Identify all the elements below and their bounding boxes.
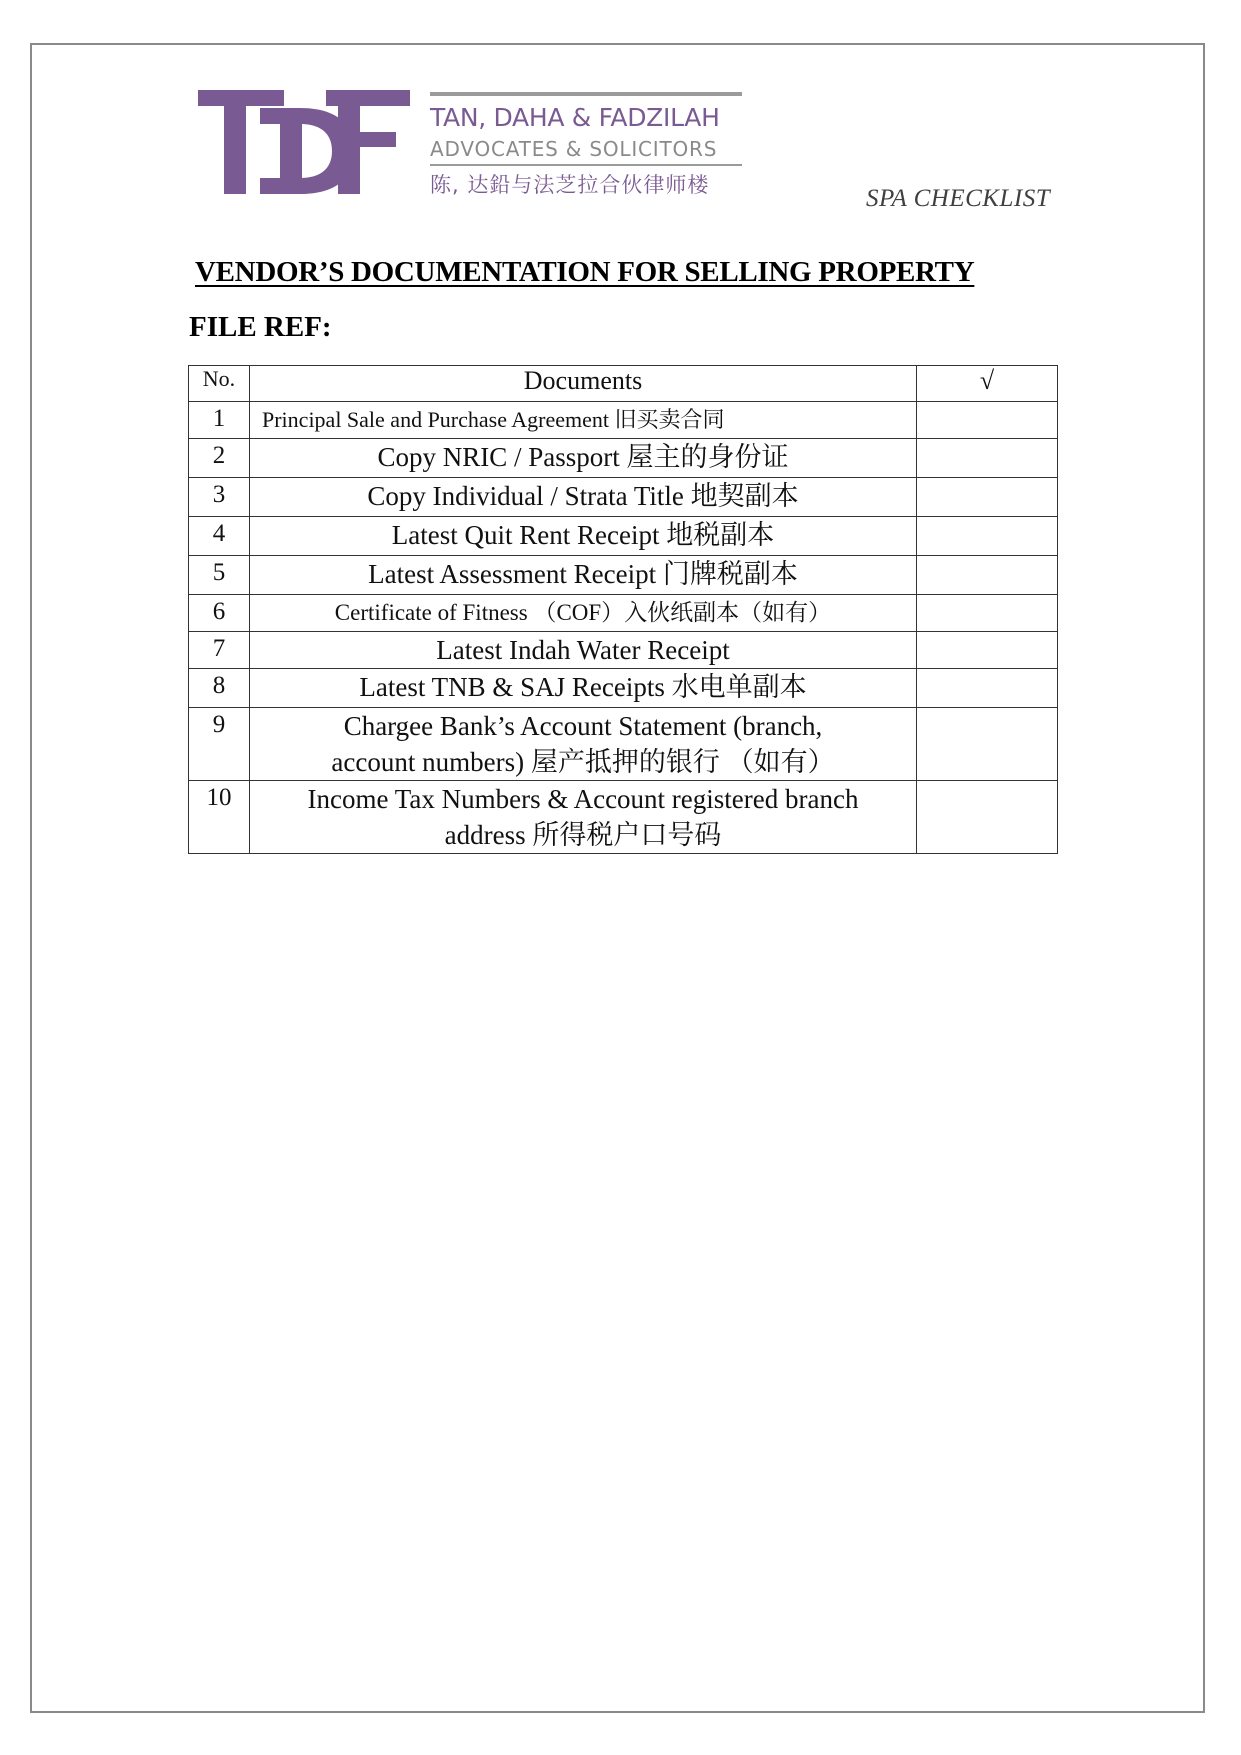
row-number: 10 [189, 781, 250, 854]
row-document: Latest Indah Water Receipt [250, 632, 917, 669]
row-document: Principal Sale and Purchase Agreement 旧买卖合同 [250, 402, 917, 439]
table-row [189, 478, 1058, 517]
table-row [189, 669, 1058, 708]
row-number: 2 [189, 439, 250, 478]
header-check: √ [917, 366, 1058, 402]
row-number: 7 [189, 632, 250, 669]
file-ref-label: FILE REF: [189, 311, 332, 343]
row-document-line: account numbers) 屋产抵押的银行 （如有） [331, 747, 835, 777]
row-document [250, 781, 917, 854]
row-number: 9 [189, 708, 250, 781]
table-header-row [189, 366, 1058, 402]
row-check-cell[interactable] [917, 517, 1058, 556]
table-row [189, 708, 1058, 781]
header-no: No. [189, 366, 250, 402]
table-row [189, 556, 1058, 595]
page-border [30, 43, 1205, 1713]
row-number: 4 [189, 517, 250, 556]
row-number: 5 [189, 556, 250, 595]
checklist-table [188, 365, 1058, 854]
firm-name-chinese: 陈, 达鉛与法芝拉合伙律师楼 [430, 173, 710, 197]
table-row [189, 781, 1058, 854]
row-document-line: Chargee Bank’s Account Statement (branch, [343, 711, 823, 741]
row-check-cell[interactable] [917, 595, 1058, 632]
row-check-cell[interactable] [917, 478, 1058, 517]
row-check-cell[interactable] [917, 669, 1058, 708]
row-document [250, 708, 917, 781]
table-row [189, 439, 1058, 478]
row-number: 1 [189, 402, 250, 439]
row-number: 6 [189, 595, 250, 632]
row-check-cell[interactable] [917, 556, 1058, 595]
letterhead-rule [430, 92, 742, 96]
row-check-cell[interactable] [917, 402, 1058, 439]
row-document: Latest TNB & SAJ Receipts 水电单副本 [250, 669, 917, 708]
header-documents: Documents [250, 366, 917, 402]
row-document: Latest Assessment Receipt 门牌税副本 [250, 556, 917, 595]
tdf-logo-mark [198, 90, 410, 194]
row-check-cell[interactable] [917, 781, 1058, 854]
row-number: 3 [189, 478, 250, 517]
row-document: Copy Individual / Strata Title 地契副本 [250, 478, 917, 517]
row-check-cell[interactable] [917, 632, 1058, 669]
firm-name: TAN, DAHA & FADZILAH [430, 103, 720, 132]
row-document-line: Income Tax Numbers & Account registered branch [307, 784, 859, 814]
row-check-cell[interactable] [917, 708, 1058, 781]
firm-letterhead [430, 92, 742, 198]
row-document: Copy NRIC / Passport 屋主的身份证 [250, 439, 917, 478]
row-document: Latest Quit Rent Receipt 地税副本 [250, 517, 917, 556]
row-document-line: address 所得税户口号码 [444, 820, 722, 850]
row-number: 8 [189, 669, 250, 708]
letterhead-subrule [430, 164, 742, 166]
row-document: Certificate of Fitness （COF）入伙纸副本（如有） [250, 595, 917, 632]
firm-subtitle: ADVOCATES & SOLICITORS [430, 137, 718, 161]
table-row [189, 595, 1058, 632]
table-row [189, 402, 1058, 439]
page-title: VENDOR’S DOCUMENTATION FOR SELLING PROPERTY [195, 256, 975, 288]
document-tag: SPA CHECKLIST [866, 185, 1051, 212]
table-row [189, 632, 1058, 669]
table-row [189, 517, 1058, 556]
row-check-cell[interactable] [917, 439, 1058, 478]
